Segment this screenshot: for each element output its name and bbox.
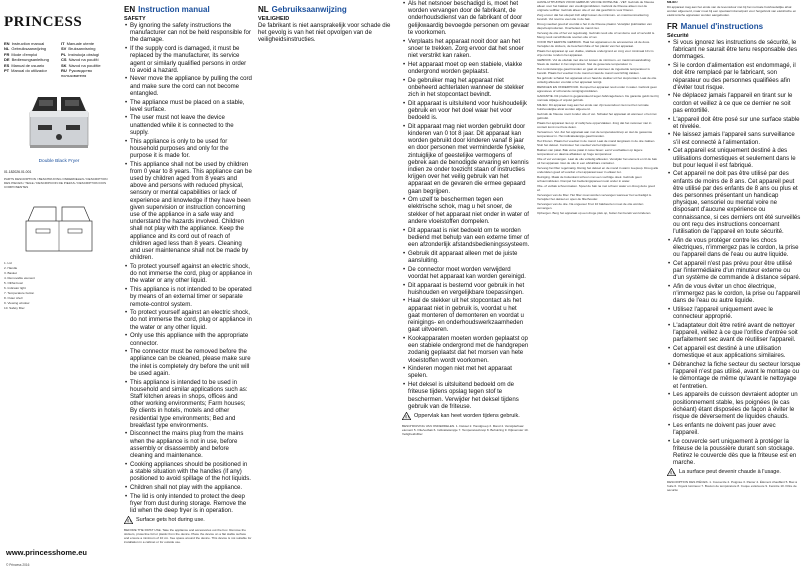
- safety-bullet: • Afin de vous protéger contre les chocs électriques, n'immergez pas le cordon, la prise ou l'appareil dans de l'eau ou autre liquide.: [673, 237, 802, 259]
- fine-paragraph: Na gebruik: schakel het apparaat uit en haal de stekker uit het stopcontact. Laat de olie volledig afkoelen voordat u het apparaat reinigt.: [537, 76, 657, 84]
- safety-bullet: • Als het netsnoer beschadigd is, moet het worden vervangen door de fabrikant, de onderhoudsdienst van de fabrikant of door gelijkwaardig bevoegde personen om gevaar te voorkomen.: [408, 0, 530, 36]
- nl-usage-text: [537, 0, 659, 111]
- safety-bullet: • Si le cordon d'alimentation est endommagé, il doit être remplacé par le fabricant, son réparateur ou des personnes qualifiées afin d'éviter tout risque.: [673, 62, 802, 91]
- safety-bullet: • L'adaptateur doit être retiré avant de nettoyer l'appareil, veillez à ce que l'orifice d'entrée soit parfaitement sec avant de réutiliser l'appareil.: [673, 322, 802, 344]
- fine-paragraph: Plaats het apparaat op een vlakke, stabiele ondergrond en zorg voor minimaal 10 cm vrije ruimte rondom het apparaat.: [537, 49, 654, 57]
- safety-bullet: • The lid is only intended to protect the deep fryer from dust during storage. Remove the lid when the deep fryer is in operation.: [130, 493, 252, 515]
- safety-bullet: • Het apparaat moet op een stabiele, vlakke ondergrond worden geplaatst.: [408, 61, 530, 75]
- fr-safety-list: [667, 39, 802, 466]
- en-column: [124, 0, 252, 575]
- fr-heading: FR Manuel d'instructions: [667, 22, 764, 31]
- hot-surface-icon: [667, 468, 676, 476]
- safety-bullet: • Ne laissez jamais l'appareil sans surveillance s'il est connecté à l'alimentation.: [673, 131, 802, 145]
- safety-bullet: • Afin de vous éviter un choc électrique, n'immergez pas le cordon, la prise ou l'appareil dans de l'eau ou autre liquide.: [673, 283, 802, 305]
- nl-safety-list: [402, 0, 530, 410]
- safety-bullet: • Ne déplacez jamais l'appareil en tirant sur le cordon et veillez à ce que ce dernier ne soit pas entortillé.: [673, 92, 802, 114]
- hot-surface-icon: [124, 516, 133, 524]
- en-hot-surface-warning: Surface gets hot during use.: [124, 516, 252, 524]
- cover-column: [0, 0, 118, 575]
- exploded-diagram: [16, 197, 102, 261]
- hot-surface-icon: [402, 412, 411, 420]
- nl-safety-column: [402, 0, 530, 575]
- language-list: [4, 41, 114, 79]
- en-first-use: BEFORE THE FIRST USE. Take the appliance and accessories out the box. Remove the stickers, protective foil or plastic from the device. Place the device on a flat stable surface and ensure a minimum of 10 cm. free space around the device. This device is not suitable for installation in a cabinet or for outside use.: [124, 528, 252, 545]
- en-safety-heading: SAFETY: [124, 16, 146, 22]
- safety-bullet: • The connector must be removed before the appliance can be cleaned, please make sure the inlet is completely dry before the unit will be used again.: [130, 348, 252, 377]
- fine-paragraph: MILIEU. Dit apparaat mag aan het einde van zijn levensduur niet met het normale huishoudelijke afval worden afgevoerd.: [537, 103, 649, 111]
- fine-paragraph: AANSLUITPUNTEN VOOR GEBRUIK VAN DE FRITEUSE - VET. Gebruik de friteuse alleen voor het bakken van voedingsmiddelen. Gebruik de friteuse alleen met de originele vetfilter. Gebruik alleen olie of vet dat geschikt is voor friteren.: [537, 0, 655, 12]
- safety-bullet: • Disconnect the mains plug from the mains when the appliance is not in use, before assembly or disassembly and before cleaning and maintenance.: [130, 430, 252, 459]
- fine-paragraph: Vervangen van de filter. Het filter moet worden vervangen wanneer het verzadigd is. Verwijder het deksel en open de filterhouder.: [537, 193, 652, 201]
- copyright-date: © Princess 2016: [6, 563, 30, 567]
- fine-paragraph: Verwarmen. Vet. Zet het apparaat aan met de temperatuurknop en stel de gewenste temperatuur in. Het indicatielampje gaat branden.: [537, 130, 653, 138]
- safety-bullet: • Cet appareil est destiné à une utilisation domestique et aux applications similaires.: [673, 345, 802, 359]
- safety-bullet: • De connector moet worden verwijderd voordat het apparaat kan worden gereinigd.: [408, 266, 530, 280]
- fr-column: [667, 0, 802, 575]
- nl-parts-list: BESCHRIJVING VAN ONDERDELEN. 1. Deksel 2. Handgreep 3. Mand 4. Verwijderbaar element 5. Olie/vetbak 6. Indicatielampje 7. Temperatuurknop 8. Behuizing 9. Kijkvenster 10. Veiligheidsfilter: [402, 423, 529, 436]
- safety-bullet: • This appliance is not intended to be operated by means of an external timer or separate remote-control system.: [130, 286, 252, 308]
- fine-paragraph: Het frituren. Plaats het voedsel in de mand. Laat de mand langzaam in de olie zakken. Sluit het deksel. Controleer het voedsel via het kijkvenster.: [537, 139, 656, 147]
- fine-paragraph: REINIGEN EN ONDERHOUD. Dompel het apparaat nooit onder in water. Gebruik geen agressieve of schurende reinigingsmiddelen.: [537, 85, 658, 93]
- safety-bullet: • To protect yourself against an electric shock, do not immerse the cord, plug or appliance in the water or any other liquid.: [130, 263, 252, 285]
- language-entry: PT Manual do utilizador: [4, 68, 47, 74]
- fine-paragraph: Bakken van patat. Bak verse patat in twee fasen: eerst voorbakken op lagere temperatuur en daarna afbakken op hoge temperatuur.: [537, 148, 643, 156]
- part-item: 7. Temperature button: [4, 290, 35, 295]
- model-code: 01.182026.01.001: [4, 169, 32, 174]
- fine-paragraph: Vervangen van de olie. Na ongeveer 8 tot 10 bakbeurten moet de olie worden vervangen.: [537, 202, 644, 210]
- website: www.princesshome.eu: [6, 548, 87, 557]
- part-item: 2. Handle: [4, 265, 18, 270]
- fine-paragraph: Vervang het filter regelmatig. Reinig het deksel en de mand in warm zeepsop. Droog alle onderdelen goed af voordat u het apparaat weer in elkaar zet.: [537, 166, 659, 174]
- safety-bullet: • Cet appareil ne doit pas être utilisé par des enfants de moins de 8 ans. Cet appareil peut être utilisé par des enfants de 8 ans ou plus et des personnes présentant un handicap physique, sensoriel ou mental voire ne disposant d'aucune expérience ou connaissance, si ces derniers ont été surveillés ou ont reçu des instructions concernant l'utilisation de l'appareil en toute sécurité.: [673, 170, 802, 235]
- safety-bullet: • Dit apparaat is niet bedoeld om te worden bediend met behulp van een externe timer of een afzonderlijk afstandsbedieningssysteem.: [408, 227, 530, 249]
- language-entry: NL Gebruiksaanwijzing: [4, 46, 47, 52]
- nl-fine-column: [537, 0, 659, 575]
- nl-heading: NL Gebruiksaanwijzing: [258, 5, 347, 14]
- safety-bullet: • Never move the appliance by pulling the cord and make sure the cord can not become entangled.: [130, 75, 252, 97]
- nl-column: [258, 0, 398, 575]
- fr-safety-heading: Sécurité: [667, 33, 689, 39]
- fr-parts-list: DESCRIPTION DES PIÈCES. 1. Couvercle 2. Poignée 3. Panier 4. Élément chauffant 5. Bac à huile 6. Voyant lumineux 7. Bouton de température 8. Coque extérieure 9. Fenêtre 10. Filtre de sécurité: [667, 480, 797, 493]
- safety-bullet: • This appliance is intended to be used in household and similar applications such as: Staff kitchen areas in shops, offices and other working environments; Farm houses; By clients in hotels, motels and other residential type environments; Bed and breakfast type environments.: [130, 379, 252, 429]
- safety-bullet: • Cet appareil n'est pas prévu pour être utilisé par l'intermédiaire d'un minuteur externe ou d'un système de commande à distance séparé.: [673, 260, 802, 282]
- safety-bullet: • Dit apparaat is bestemd voor gebruik in het huishouden en vergelijkbare toepassingen.: [408, 282, 530, 296]
- safety-bullet: • Only use this appliance with the appropriate connector.: [130, 332, 252, 346]
- fine-paragraph: Het controlelampje gaat branden en gaat uit wanneer de ingestelde temperatuur is bereikt. Plaats het voedsel in de mand en laat de mand voorzichtig zakken.: [537, 67, 650, 75]
- en-safety-list: [124, 22, 252, 514]
- part-item: 3. Basket: [4, 270, 17, 275]
- nl-safety-intro: De fabrikant is niet aansprakelijk voor schade die het gevolg is van het niet opvolgen van de veiligheidsinstructies.: [258, 22, 391, 44]
- part-item: 10. Safety filter: [4, 305, 25, 310]
- parts-heading: PARTS DESCRIPTION / BESCHRIJVING ONDERDELEN / DESCRIPTION DES PIECES / TEILE / DESCRIPCION DE PIEZAS / DESCRIPTION DOS COMPONENTES: [4, 176, 108, 189]
- nl-hot-surface-warning: Oppervlak kan heet worden tijdens gebruik.: [402, 412, 530, 420]
- safety-bullet: • Kinderen mogen niet met het apparaat spelen.: [408, 365, 530, 379]
- fine-paragraph: Zorg ervoor dat het oliepeil zich altijd tussen de minimum- en maximummarkering bevindt. Vul nooit te veel olie in de bak.: [537, 13, 649, 21]
- nl-safety-heading: VEILIGHEID: [258, 16, 290, 22]
- model-caption: Double Black Fryer: [38, 158, 80, 164]
- language-entry: RU Руководство пользователя: [61, 68, 93, 79]
- safety-bullet: • Om uzelf te beschermen tegen een elektrische schok, mag u het snoer, de stekker of het apparaat niet onder in water of andere vloeistoffen dompelen.: [408, 196, 530, 225]
- language-entry: IT Manuale utente: [61, 41, 95, 46]
- safety-bullet: • Cooking appliances should be positioned in a stable situation with the handles (if any) positioned to avoid spillage of the hot liquids.: [130, 461, 252, 483]
- fine-paragraph: GARANTIE. Dit product is gegarandeerd tegen fabricagefouten. De garantie geldt niet bij normale slijtage of onjuist gebruik.: [537, 94, 659, 102]
- language-entry: DE Bedienungsanleitung: [4, 57, 49, 63]
- safety-bullet: • This appliance is only to be used for household purposes and only for the purpose it is made for.: [130, 138, 252, 160]
- fine-paragraph: Reiniging. Maak de buitenkant schoon met een vochtige doek. Gebruik geen schuurmiddelen. Dompel het bedieningspaneel nooit onder in water.: [537, 175, 642, 183]
- safety-bullet: • Het deksel is uitsluitend bedoeld om de friteuse tijdens opslag tegen stof te beschermen. Verwijder het deksel tijdens gebruik van de friteuse.: [408, 381, 530, 410]
- safety-bullet: • Verplaats het apparaat nooit door aan het snoer te trekken. Zorg ervoor dat het snoer niet verstrikt kan raken.: [408, 38, 530, 60]
- part-item: 6. Indicator light: [4, 285, 26, 290]
- safety-bullet: • Le couvercle sert uniquement à protéger la friteuse de la poussière durant son stockage. Retirez le couvercle dès que la friteuse est en marche.: [673, 438, 802, 467]
- safety-bullet: • Dit apparaat mag niet worden gebruikt door kinderen van 0 tot 8 jaar. Dit apparaat kan worden gebruikt door kinderen vanaf 8 jaar en door personen met verminderde fysieke, zintuiglijke of geestelijke vermogens of gebrek aan de benodigde ervaring en kennis indien ze onder toezicht staan of instructies krijgen over het veilig gebruik van het apparaat en de gevaren die ermee gepaard gaan begrijpen.: [408, 123, 530, 195]
- fine-paragraph: Plaats het apparaat niet op of nabij hete oppervlakken. Zorg dat het netsnoer niet in contact komt met hete delen.: [537, 121, 652, 129]
- safety-bullet: • Les appareils de cuisson devraient adopter un positionnement stable, les poignées (le cas échéant) étant disposées de façon à éviter le risque de déversement de liquides chauds.: [673, 391, 802, 420]
- language-entry: ES Manual de usuario: [4, 62, 45, 68]
- fine-paragraph: Gebruik de friteuse nooit zonder olie of vet. Schakel het apparaat uit wanneer u het niet gebruikt.: [537, 112, 657, 120]
- fine-paragraph: Opbergen. Berg het apparaat op een droge plek op, buiten het bereik van kinderen.: [537, 211, 652, 215]
- language-entry: FR Mode d'emploi: [4, 51, 38, 57]
- safety-intro: • By ignoring the safety instructions the manufacturer can not be held responsible for the damage.: [130, 22, 252, 44]
- safety-bullet: • The user must not leave the device unattended while it is connected to the supply.: [130, 114, 252, 136]
- language-entry: SV Bruksanvisning: [61, 46, 96, 52]
- part-item: 8. Outer shell: [4, 295, 23, 300]
- safety-bullet: • Haal de stekker uit het stopcontact als het apparaat niet in gebruik is, voordat u het gaat monteren of demonteren en voordat u reinigings- en onderhoudswerkzaamheden gaat uitvoeren.: [408, 297, 530, 333]
- safety-bullet: • If the supply cord is damaged, it must be replaced by the manufacturer, its service agent or similarly qualified persons in order to avoid a hazard.: [130, 45, 252, 74]
- brand-logo: PRINCESS: [4, 14, 83, 30]
- part-item: 9. Viewing window: [4, 300, 30, 305]
- language-entry: PL Instrukcja obsługi: [61, 51, 100, 57]
- safety-bullet: • Dit apparaat is uitsluitend voor huishoudelijk gebruik en voor het doel waar het voor bedoeld is.: [408, 100, 530, 122]
- safety-bullet: • The appliance must be placed on a stable, level surface.: [130, 99, 252, 113]
- deep-fryer-image: [24, 87, 94, 157]
- fine-paragraph: VOOR HET EERSTE GEBRUIK. Haal het apparaat en de accessoires uit de doos. Verwijder de stickers, de beschermfolie of het plastic van het apparaat.: [537, 40, 651, 48]
- product-photo: [24, 87, 94, 157]
- language-entry: EN Instruction manual: [4, 41, 45, 46]
- en-heading: EN Instruction manual: [124, 5, 210, 14]
- nl-environment-text: MILIEU Dit apparaat mag aan het einde van de levensduur niet bij het normale huishoudelijke afval worden afgevoerd, maar moet bij een speciaal inzamelpunt voor hergebruik van elektrische en elektronische apparaten worden aangeboden.: [667, 0, 797, 17]
- part-item: 4. Removable element: [4, 275, 35, 280]
- safety-bullet: • Gebruik dit apparaat alleen met de juiste aansluiting.: [408, 250, 530, 264]
- safety-bullet: • De gebruiker mag het apparaat niet onbeheerd achterlaten wanneer de stekker zich in het stopcontact bevindt.: [408, 77, 530, 99]
- fine-paragraph: Vervang de olie of het vet regelmatig. Gebruik nooit olie of vet dat te oud of vervuild is. Meng nooit verschillende soorten olie of vet.: [537, 31, 655, 39]
- fine-paragraph: Olie of vet vervangen. Laat de olie volledig afkoelen. Verwijder het element en til de bak uit het apparaat. Giet de olie in een afsluitbare container.: [537, 157, 657, 165]
- safety-bullet: • Children shall not play with the appliance.: [130, 484, 252, 491]
- safety-bullet: • This appliance shall not be used by children from 0 year to 8 years. This appliance can be used by children aged from 8 years and above and persons with reduced physical, sensory or mental capabilities or lack of experience and knowledge if they have been given supervision or instruction concerning use of the appliance in a safe way and understand the hazards involved. Children shall not play with the appliance. Keep the appliance and its cord out of reach of children aged less than 8 years. Cleaning and user maintenance shall not be made by children.: [130, 161, 252, 262]
- nl-cleaning-text: [537, 112, 659, 215]
- safety-bullet: • Utilisez l'appareil uniquement avec le connecteur approprié.: [673, 306, 802, 320]
- language-entry: CS Návod na použití: [61, 57, 99, 63]
- safety-bullet: • L'appareil doit être posé sur une surface stable et nivelée.: [673, 116, 802, 130]
- part-item: 5. Oil/fat bowl: [4, 280, 23, 285]
- safety-bullet: • Kookapparaten moeten worden geplaatst op een stabiele ondergrond met de handgrepen zodanig geplaatst dat het morsen van hete vloeistoffen wordt voorkomen.: [408, 335, 530, 364]
- part-item: 1. Lid: [4, 260, 12, 265]
- parts-diagram-image: [16, 197, 102, 261]
- safety-intro: • Si vous ignorez les instructions de sécurité, le fabricant ne saurait être tenu responsable des dommages.: [673, 39, 802, 61]
- fine-paragraph: GEBRUIK. Vul de oliebak met olie tot tussen de minimum- en maximumaanduiding. Steek de stekker in het stopcontact. Stel de gewenste temperatuur in.: [537, 58, 652, 66]
- safety-bullet: • Cet appareil est uniquement destiné à des utilisations domestiques et seulement dans le but pour lequel il est fabriqué.: [673, 147, 802, 169]
- fine-paragraph: Droog voedsel goed af voordat u het in de friteuse plaatst. Verwijder ijskristallen van diepvriesproducten. Overbelast de mand niet.: [537, 22, 652, 30]
- safety-bullet: • Les enfants ne doivent pas jouer avec l'appareil.: [673, 422, 802, 436]
- safety-bullet: • To protect yourself against an electric shock, do not immerse the cord, plug or appliance in the water or any other liquid.: [130, 309, 252, 331]
- fr-hot-surface-warning: La surface peut devenir chaude à l'usage.: [667, 468, 802, 476]
- fine-paragraph: Olie- of vetbak schoonmaken. Spoel de bak na met schoon water en droog deze goed af.: [537, 184, 655, 192]
- safety-bullet: • Débranchez la fiche secteur du secteur lorsque l'appareil n'est pas utilisé, avant le montage ou le démontage de même qu'avant le nettoyage et l'entretien.: [673, 361, 802, 390]
- language-entry: SK Návod na použitie: [61, 62, 101, 68]
- parts-list: [4, 261, 114, 310]
